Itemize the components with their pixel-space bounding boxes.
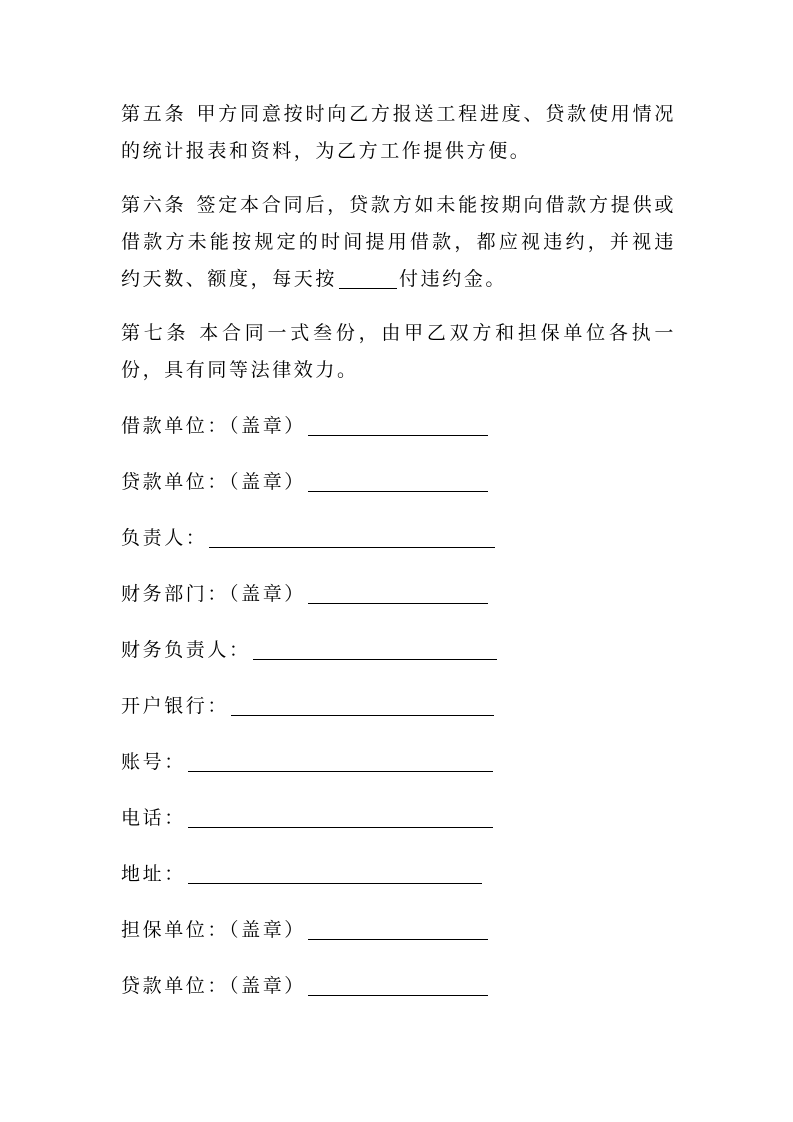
clause-5-head: 第五条 [121, 103, 187, 125]
signature-blank[interactable] [308, 579, 488, 604]
signature-label: 财务负责人： [121, 639, 251, 661]
signature-label: 财务部门：（盖章） [121, 583, 306, 605]
signature-phone [121, 803, 676, 859]
signature-label: 开户银行： [121, 695, 230, 717]
clause-6-body-before: 签定本合同后，贷款方如未能按期向借款方提供或借款方未能按规定的时间提用借款，都应视违约，并视违约天数、额度，每天按 [121, 194, 676, 290]
signature-blank[interactable] [308, 411, 488, 436]
signature-blank[interactable] [308, 915, 488, 940]
signature-blank[interactable] [188, 803, 493, 828]
clause-7-head: 第七条 [121, 322, 190, 344]
signature-blank[interactable] [188, 859, 482, 884]
signature-responsible-person [121, 523, 676, 579]
contract-page [121, 96, 676, 1027]
signature-label: 借款单位：（盖章） [121, 415, 306, 437]
signature-label: 账号： [121, 751, 186, 773]
clause-6-body-after: 付违约金。 [399, 268, 508, 290]
signature-lender-2 [121, 971, 676, 1027]
signature-blank[interactable] [188, 747, 493, 772]
penalty-rate-blank[interactable] [339, 266, 397, 289]
signature-borrower [121, 411, 676, 467]
signature-finance-dept [121, 579, 676, 635]
signature-blank[interactable] [209, 523, 495, 548]
signature-lender [121, 467, 676, 523]
signature-bank [121, 691, 676, 747]
signature-guarantor [121, 915, 676, 971]
signature-label: 担保单位：（盖章） [121, 919, 306, 941]
clause-7 [121, 315, 676, 389]
clause-7-body: 本合同一式叁份，由甲乙双方和担保单位各执一份，具有同等法律效力。 [121, 322, 676, 381]
clause-5-body: 甲方同意按时向乙方报送工程进度、贷款使用情况的统计报表和资料，为乙方工作提供方便。 [121, 103, 676, 162]
signature-finance-head [121, 635, 676, 691]
clause-6 [121, 187, 676, 298]
signature-blank[interactable] [308, 971, 488, 996]
signature-label: 电话： [121, 807, 186, 829]
signature-blank[interactable] [253, 635, 497, 660]
signature-blank[interactable] [231, 691, 494, 716]
signature-account [121, 747, 676, 803]
signature-label: 贷款单位：（盖章） [121, 975, 306, 997]
signature-label: 贷款单位：（盖章） [121, 471, 306, 493]
signature-label: 负责人： [121, 527, 208, 549]
clause-5 [121, 96, 676, 170]
signature-label: 地址： [121, 863, 186, 885]
clause-6-head: 第六条 [121, 194, 187, 216]
signature-blank[interactable] [308, 467, 488, 492]
signature-address [121, 859, 676, 915]
